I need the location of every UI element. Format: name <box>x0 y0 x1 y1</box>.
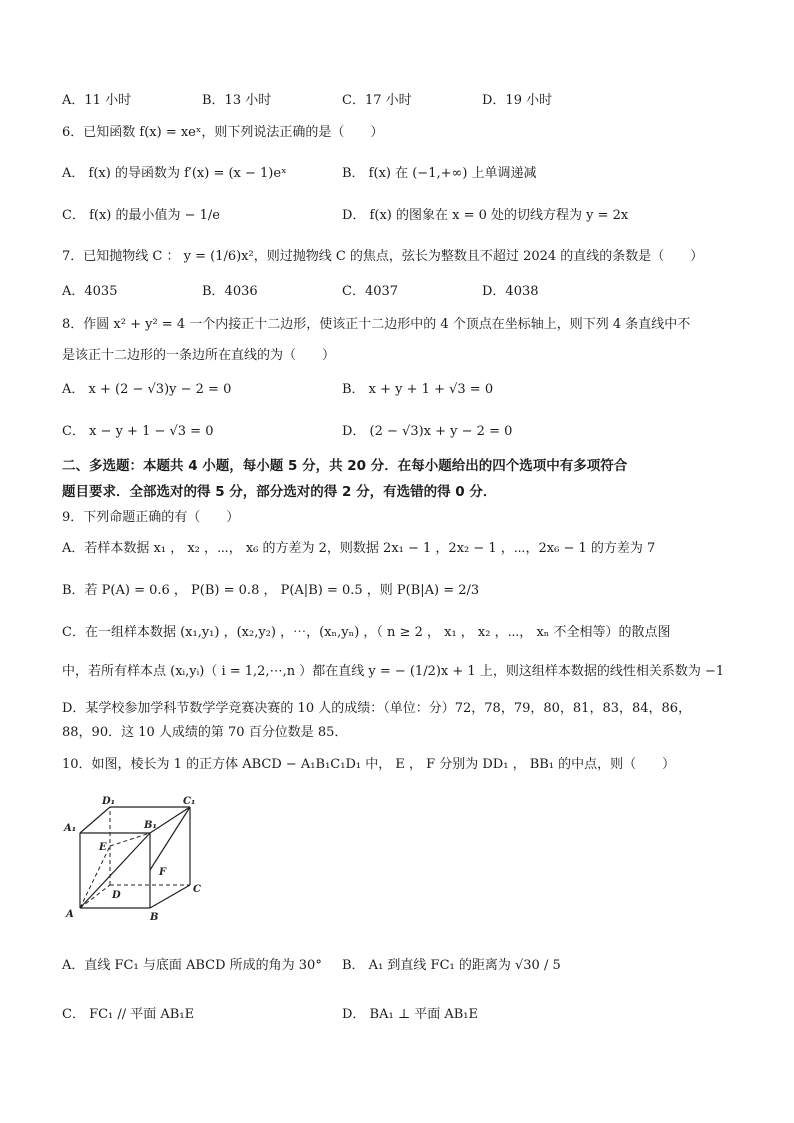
q7-option-a: A．4035 <box>62 284 118 299</box>
label-a: A <box>66 909 74 920</box>
q7-option-d: D．4038 <box>482 284 539 299</box>
q6-stem: 6．已知函数 f(x) = xeˣ，则下列说法正确的是（ ） <box>62 125 384 140</box>
label-d1: D₁ <box>102 796 116 807</box>
q8-stem-line2: 是该正十二边形的一条边所在直线的为（ ） <box>62 348 336 363</box>
q9-option-c-line2: 中，若所有样本点 (xᵢ,yᵢ)（ i = 1,2,⋯,n ）都在直线 y = − (1/2)x + 1 上，则这组样本数据的线性相关系数为 −1 <box>62 664 725 679</box>
q8-option-d: D． (2 − √3)x + y − 2 = 0 <box>342 424 513 439</box>
q8-stem-line1: 8．作圆 x² + y² = 4 一个内接正十二边形，使该正十二边形中的 4 个顶点在坐标轴上，则下列 4 条直线中不 <box>62 317 691 332</box>
q9-option-d-line2: 88，90．这 10 人成绩的第 70 百分位数是 85． <box>62 725 348 740</box>
q10-option-b: B． A₁ 到直线 FC₁ 的距离为 √30 / 5 <box>342 958 561 973</box>
q6-option-d: D． f(x) 的图象在 x = 0 处的切线方程为 y = 2x <box>342 208 629 223</box>
q6-option-a: A． f(x) 的导函数为 f′(x) = (x − 1)eˣ <box>62 166 287 181</box>
cube-figure <box>62 795 212 925</box>
q5-option-b: B．13 小时 <box>202 93 272 108</box>
q7-option-c: C．4037 <box>342 284 399 299</box>
label-f: F <box>159 867 167 878</box>
q9-stem: 9．下列命题正确的有（ ） <box>62 510 240 525</box>
q9-option-c-line1: C．在一组样本数据 (x₁,y₁) ，(x₂,y₂) ，⋯，(xₙ,yₙ) ，（ n ≥ 2 ， x₁ ， x₂ ，⋯， xₙ 不全相等）的散点图 <box>62 625 671 640</box>
q6-option-c: C． f(x) 的最小值为 − 1/e <box>62 208 220 223</box>
section2-heading-line2: 题目要求．全部选对的得 5 分，部分选对的得 2 分，有选错的得 0 分． <box>62 484 497 500</box>
q9-option-a: A．若样本数据 x₁ ， x₂ ，⋯， x₆ 的方差为 2，则数据 2x₁ − 1 ，2x₂ − 1 ，⋯，2x₆ − 1 的方差为 7 <box>62 541 656 556</box>
q10-option-c: C． FC₁ // 平面 AB₁E <box>62 1007 195 1022</box>
label-b1: B₁ <box>144 820 157 831</box>
q8-option-a: A． x + (2 − √3)y − 2 = 0 <box>62 382 232 397</box>
q9-option-b: B．若 P(A) = 0.6 ， P(B) = 0.8 ， P(A|B) = 0.5 ，则 P(B|A) = 2/3 <box>62 583 480 598</box>
q5-option-c: C．17 小时 <box>342 93 412 108</box>
label-b: B <box>150 912 159 923</box>
q9-option-d-line1: D．某学校参加学科节数学学竞赛决赛的 10 人的成绩：（单位：分）72，78，79，80，81，83，84，86， <box>62 701 692 716</box>
q6-option-b: B． f(x) 在 (−1,+∞) 上单调递减 <box>342 166 537 181</box>
q5-option-a: A．11 小时 <box>62 93 132 108</box>
q7-stem: 7．已知抛物线 C ： y = (1/6)x²，则过抛物线 C 的焦点，弦长为整数且不超过 2024 的直线的条数是（ ） <box>62 249 704 264</box>
label-a1: A₁ <box>64 823 77 834</box>
q8-option-c: C． x − y + 1 − √3 = 0 <box>62 424 214 439</box>
q5-option-d: D．19 小时 <box>482 93 553 108</box>
label-d: D <box>112 890 121 901</box>
label-c: C <box>193 884 201 895</box>
label-c1: C₁ <box>183 796 196 807</box>
q10-stem: 10．如图，棱长为 1 的正方体 ABCD − A₁B₁C₁D₁ 中， E ， F 分别为 DD₁ ， BB₁ 的中点，则（ ） <box>62 757 676 772</box>
q10-option-d: D． BA₁ ⊥ 平面 AB₁E <box>342 1007 478 1022</box>
label-e: E <box>99 842 107 853</box>
section2-heading-line1: 二、多选题：本题共 4 小题，每小题 5 分，共 20 分．在每小题给出的四个选项中有多项符合 <box>62 458 628 474</box>
q10-option-a: A．直线 FC₁ 与底面 ABCD 所成的角为 30° <box>62 958 322 973</box>
q8-option-b: B． x + y + 1 + √3 = 0 <box>342 382 494 397</box>
q7-option-b: B．4036 <box>202 284 258 299</box>
